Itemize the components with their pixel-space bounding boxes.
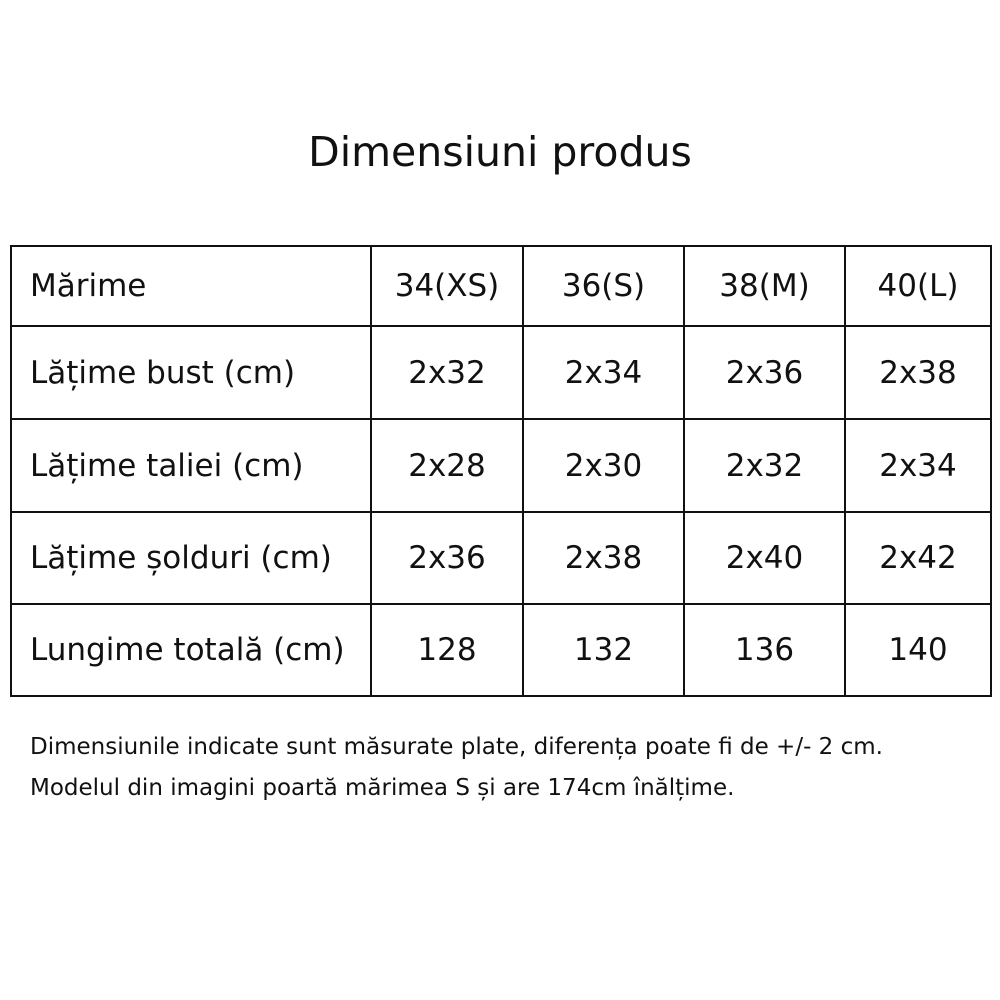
table-row-waist — [11, 419, 991, 512]
header-size-s: 36(S) — [523, 246, 684, 326]
table-cell: 2x28 — [371, 419, 523, 512]
table-cell: 2x30 — [523, 419, 684, 512]
header-size-xs: 34(XS) — [371, 246, 523, 326]
header-size-l: 40(L) — [845, 246, 991, 326]
size-table — [10, 245, 992, 697]
row-label: Lungime totală (cm) — [11, 604, 371, 696]
table-cell: 2x38 — [523, 512, 684, 604]
measurement-note: Dimensiunile indicate sunt măsurate plate, diferența poate fi de +/- 2 cm. — [30, 734, 883, 760]
table-cell: 2x36 — [371, 512, 523, 604]
table-cell: 2x38 — [845, 326, 991, 419]
table-cell: 2x34 — [845, 419, 991, 512]
table-cell: 128 — [371, 604, 523, 696]
table-cell: 2x34 — [523, 326, 684, 419]
table-cell: 2x32 — [371, 326, 523, 419]
table-cell: 2x42 — [845, 512, 991, 604]
table-row-bust — [11, 326, 991, 419]
row-label: Lățime taliei (cm) — [11, 419, 371, 512]
table-cell: 2x32 — [684, 419, 845, 512]
table-cell: 140 — [845, 604, 991, 696]
table-cell: 136 — [684, 604, 845, 696]
row-label: Lățime șolduri (cm) — [11, 512, 371, 604]
table-row-length — [11, 604, 991, 696]
model-size-note: Modelul din imagini poartă mărimea S și are 174cm înălțime. — [30, 775, 735, 801]
table-row-hips — [11, 512, 991, 604]
header-size-m: 38(M) — [684, 246, 845, 326]
table-cell: 132 — [523, 604, 684, 696]
table-cell: 2x40 — [684, 512, 845, 604]
table-header-row — [11, 246, 991, 326]
table-cell: 2x36 — [684, 326, 845, 419]
page-title: Dimensiuni produs — [308, 128, 692, 176]
header-size-label: Mărime — [11, 246, 371, 326]
row-label: Lățime bust (cm) — [11, 326, 371, 419]
